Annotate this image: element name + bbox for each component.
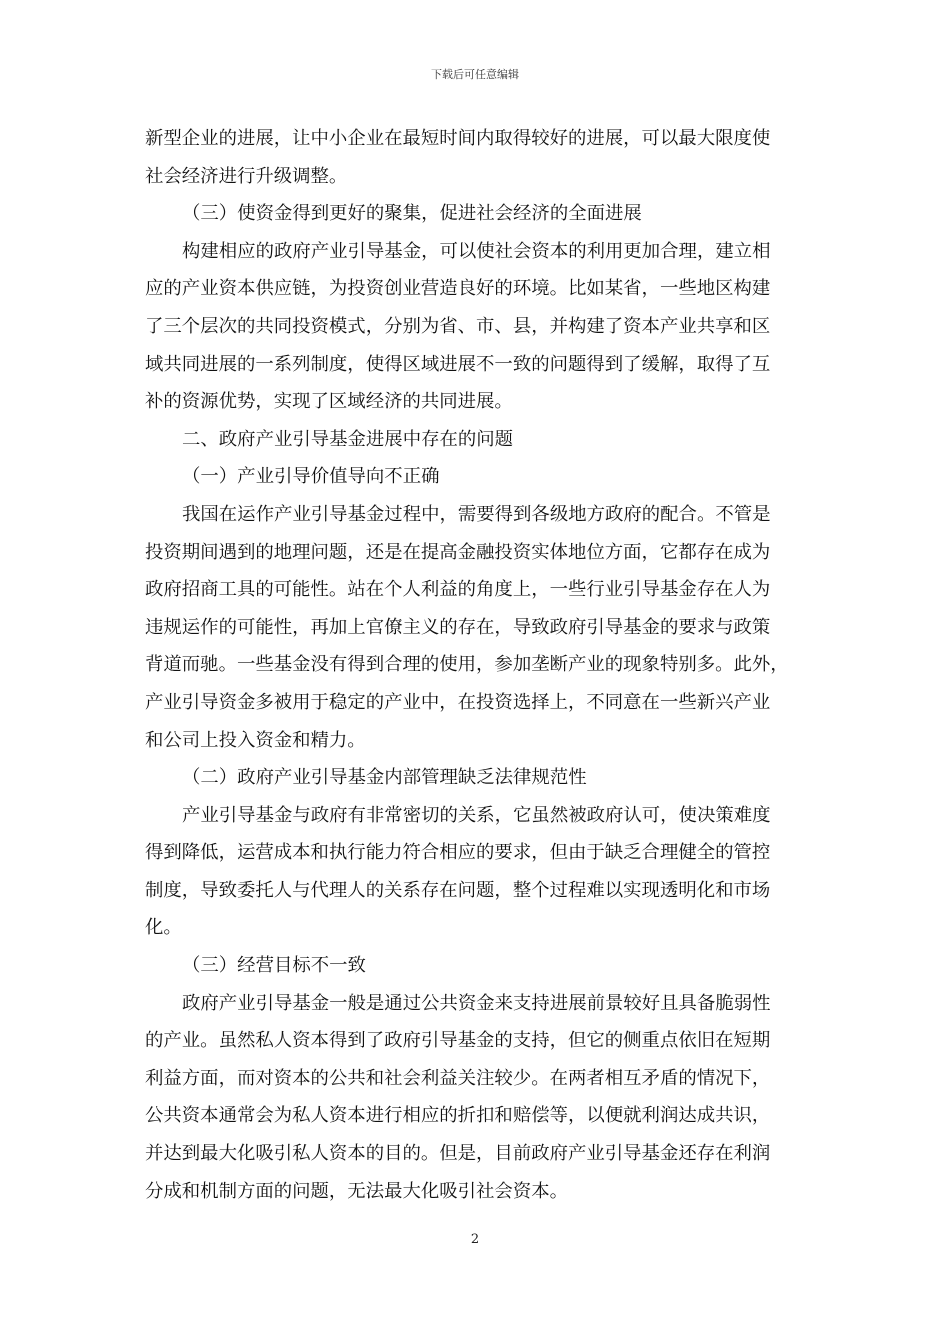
section-heading: （三）经营目标不一致 [182, 955, 366, 977]
paragraph-line: 了三个层次的共同投资模式，分别为省、市、县，并构建了资本产业共享和区 [145, 315, 771, 337]
section-heading: （二）政府产业引导基金内部管理缺乏法律规范性 [182, 767, 587, 789]
paragraph-line: 政府产业引导基金一般是通过公共资金来支持进展前景较好且具备脆弱性 [182, 992, 771, 1014]
paragraph-line: 背道而驰。一些基金没有得到合理的使用，参加垄断产业的现象特别多。此外， [145, 654, 789, 676]
paragraph-line: 域共同进展的一系列制度，使得区域进展不一致的问题得到了缓解，取得了互 [145, 353, 771, 375]
paragraph-line: 投资期间遇到的地理问题，还是在提高金融投资实体地位方面，它都存在成为 [145, 541, 771, 563]
paragraph-line: 得到降低，运营成本和执行能力符合相应的要求，但由于缺乏合理健全的管控 [145, 842, 771, 864]
paragraph-line: 公共资本通常会为私人资本进行相应的折扣和赔偿等，以便就利润达成共识， [145, 1105, 771, 1127]
page-number: 2 [470, 1232, 480, 1247]
chapter-heading: 二、政府产业引导基金进展中存在的问题 [182, 428, 514, 450]
paragraph-line: 并达到最大化吸引私人资本的目的。但是，目前政府产业引导基金还存在利润 [145, 1143, 771, 1165]
paragraph-line: 的产业。虽然私人资本得到了政府引导基金的支持，但它的侧重点依旧在短期 [145, 1030, 771, 1052]
section-heading: （一）产业引导价值导向不正确 [182, 466, 440, 488]
paragraph-line: 产业引导资金多被用于稳定的产业中，在投资选择上，不同意在一些新兴产业 [145, 691, 771, 713]
page-header: 下载后可任意编辑 [431, 68, 519, 81]
paragraph-line: 违规运作的可能性，再加上官僚主义的存在，导致政府引导基金的要求与政策 [145, 616, 771, 638]
paragraph-line: 制度，导致委托人与代理人的关系存在问题，整个过程难以实现透明化和市场 [145, 879, 771, 901]
paragraph-line: 构建相应的政府产业引导基金，可以使社会资本的利用更加合理，建立相 [182, 240, 771, 262]
paragraph-line: 应的产业资本供应链，为投资创业营造良好的环境。比如某省，一些地区构建 [145, 278, 771, 300]
paragraph-line: 社会经济进行升级调整。 [145, 165, 348, 187]
paragraph-line: 政府招商工具的可能性。站在个人利益的角度上，一些行业引导基金存在人为 [145, 579, 771, 601]
section-heading: （三）使资金得到更好的聚集，促进社会经济的全面进展 [182, 203, 642, 225]
paragraph-line: 化。 [145, 917, 182, 939]
paragraph-line: 和公司上投入资金和精力。 [145, 729, 366, 751]
document-body [145, 120, 807, 1210]
paragraph-line: 利益方面，而对资本的公共和社会利益关注较少。在两者相互矛盾的情况下， [145, 1067, 771, 1089]
paragraph-line: 产业引导基金与政府有非常密切的关系，它虽然被政府认可，使决策难度 [182, 804, 771, 826]
paragraph-line: 分成和机制方面的问题，无法最大化吸引社会资本。 [145, 1180, 568, 1202]
paragraph-line: 新型企业的进展，让中小企业在最短时间内取得较好的进展，可以最大限度使 [145, 128, 771, 149]
paragraph-line: 补的资源优势，实现了区域经济的共同进展。 [145, 391, 513, 413]
paragraph-line: 我国在运作产业引导基金过程中，需要得到各级地方政府的配合。不管是 [182, 503, 771, 525]
